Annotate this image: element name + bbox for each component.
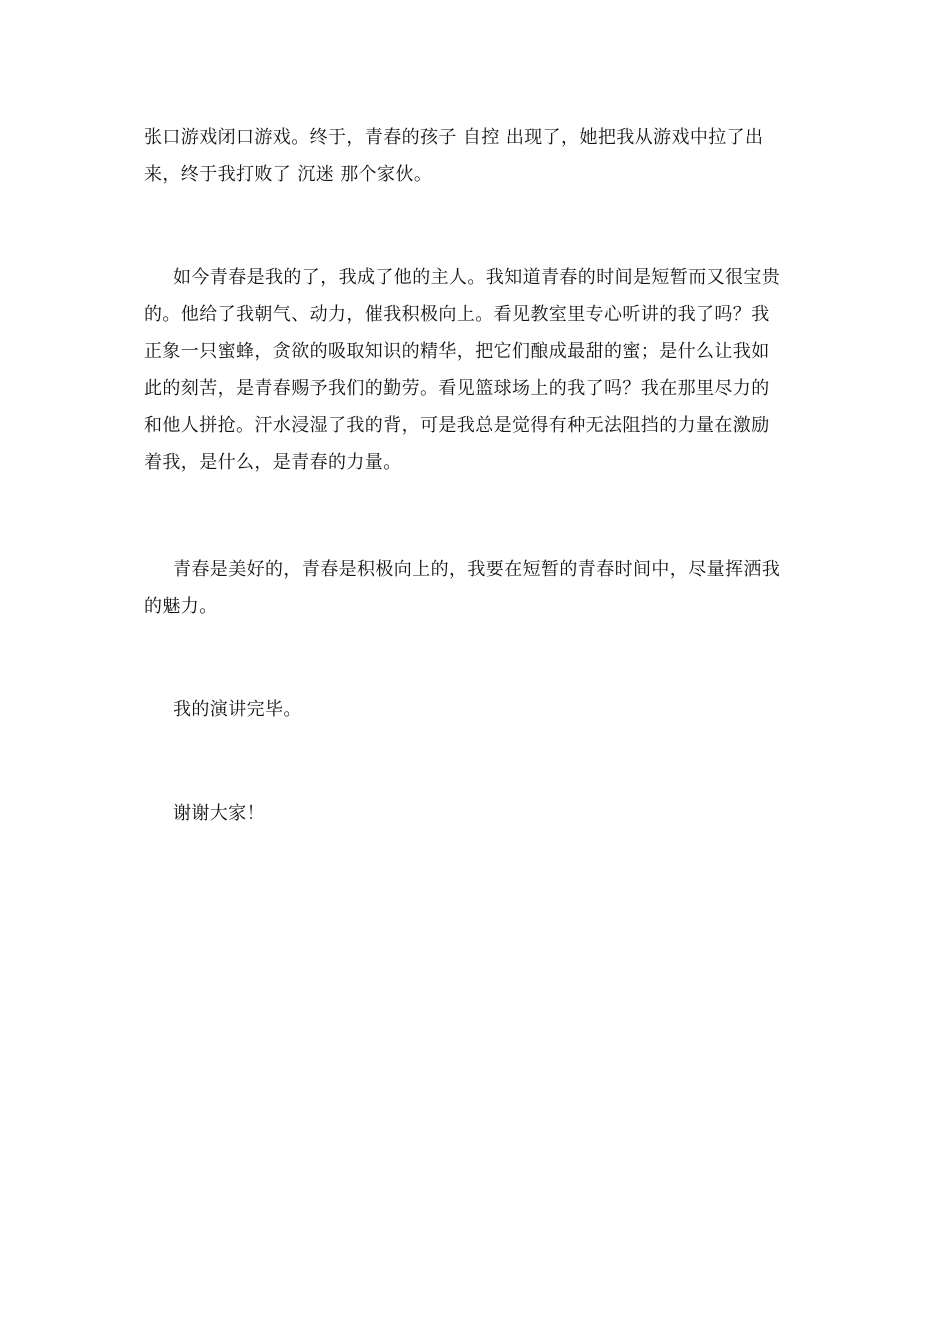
paragraph-line-first: [144, 795, 809, 832]
paragraph-closing: [144, 691, 809, 728]
paragraph-line-text: 我的演讲完毕。: [173, 699, 302, 720]
paragraph-line: 的。他给了我朝气、动力，催我积极向上。看见教室里专心听讲的我了吗？我: [144, 304, 770, 325]
paragraph-line-text: 谢谢大家！: [173, 803, 265, 824]
paragraph-line: 和他人拼抢。汗水浸湿了我的背，可是我总是觉得有种无法阻挡的力量在激励: [144, 415, 770, 436]
paragraph-line: 来，终于我打败了 沉迷 那个家伙。: [144, 164, 433, 185]
paragraph-line: 的魅力。: [144, 596, 218, 617]
paragraph-line: 正象一只蜜蜂，贪欲的吸取知识的精华，把它们酿成最甜的蜜；是什么让我如: [144, 341, 770, 362]
paragraph-line-first: [144, 551, 809, 588]
paragraph-line-first: [144, 259, 809, 296]
paragraph-line-text: 如今青春是我的了，我成了他的主人。我知道青春的时间是短暂而又很宝贵: [173, 267, 781, 288]
paragraph-line-first: [144, 691, 809, 728]
paragraph-line: 张口游戏闭口游戏。终于，青春的孩子 自控 出现了，她把我从游戏中拉了出: [144, 127, 764, 148]
paragraph-2: [144, 259, 809, 481]
paragraph-line-text: 青春是美好的，青春是积极向上的，我要在短暂的青春时间中，尽量挥洒我: [173, 559, 781, 580]
paragraph-line: 此的刻苦，是青春赐予我们的勤劳。看见篮球场上的我了吗？我在那里尽力的: [144, 378, 770, 399]
paragraph-3: [144, 551, 809, 625]
paragraph-thanks: [144, 795, 809, 832]
paragraph-line: 着我，是什么，是青春的力量。: [144, 452, 402, 473]
paragraph-1: [144, 119, 809, 193]
